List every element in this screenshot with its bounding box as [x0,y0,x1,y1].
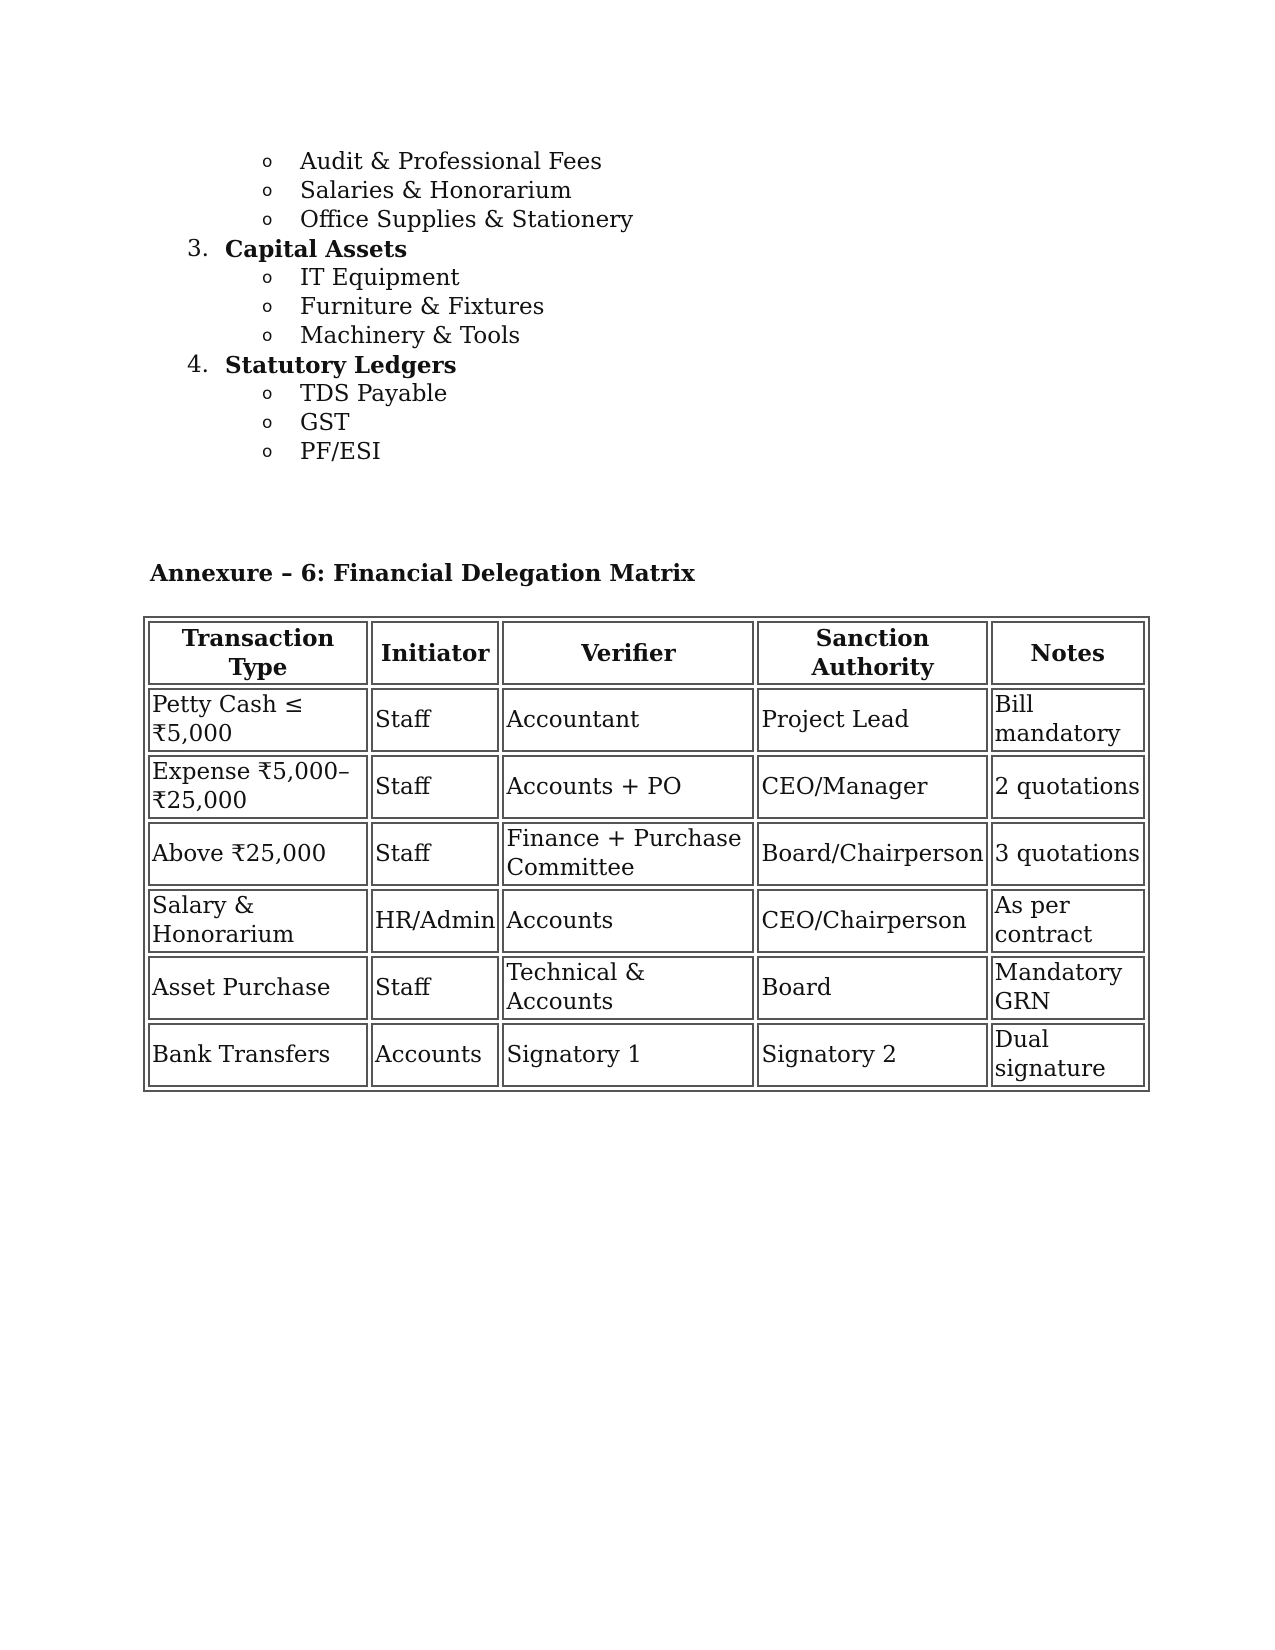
table-cell: Accounts [371,1023,499,1087]
list-item-label: Salaries & Honorarium [300,178,572,204]
list-item [0,409,447,438]
column-header-notes: Notes [991,621,1145,685]
table-cell: HR/Admin [371,889,499,953]
list-item [0,206,633,235]
table-cell: 3 quotations [991,822,1145,886]
section-heading: Capital Assets [225,236,408,263]
bullet-icon: o [262,152,273,172]
table-row [148,889,1145,953]
table-cell: Asset Purchase [148,956,368,1020]
table-cell: Signatory 1 [502,1023,754,1087]
list-item-label: Office Supplies & Stationery [300,207,634,233]
list-item-label: TDS Payable [300,381,448,407]
list-item [0,177,633,206]
table-row [148,822,1145,886]
bullet-icon: o [262,210,273,230]
column-header-transaction-type: Transaction Type [148,621,368,685]
list-item-label: IT Equipment [300,265,460,291]
table-cell: Petty Cash ≤ ₹5,000 [148,688,368,752]
table-cell: Accounts [502,889,754,953]
annexure-title: Annexure – 6: Financial Delegation Matrix [150,560,695,587]
statutory-ledgers-list [0,380,447,467]
table-cell: CEO/Manager [757,755,987,819]
column-header-sanction-authority: Sanction Authority [757,621,987,685]
table-cell: Above ₹25,000 [148,822,368,886]
list-item-label: GST [300,410,350,436]
list-item [0,380,447,409]
bullet-icon: o [262,384,273,404]
list-item [0,148,633,177]
table-cell: Finance + Purchase Committee [502,822,754,886]
table-cell: Bank Transfers [148,1023,368,1087]
table-cell: Project Lead [757,688,987,752]
table-cell: 2 quotations [991,755,1145,819]
table-cell: Accounts + PO [502,755,754,819]
table-cell: CEO/Chairperson [757,889,987,953]
section-number: 3. [187,236,209,262]
table-cell: Dual signature [991,1023,1145,1087]
table-cell: Expense ₹5,000–₹25,000 [148,755,368,819]
column-header-verifier: Verifier [502,621,754,685]
table-header-row [148,621,1145,685]
list-item [0,293,544,322]
table-row [148,755,1145,819]
table-row [148,956,1145,1020]
column-header-initiator: Initiator [371,621,499,685]
table-cell: Staff [371,822,499,886]
table-row [148,688,1145,752]
table-cell: As per contract [991,889,1145,953]
capital-assets-list [0,264,544,351]
list-item [0,438,447,467]
list-item-label: PF/ESI [300,439,381,465]
bullet-icon: o [262,268,273,288]
list-item-label: Audit & Professional Fees [300,149,603,175]
table-cell: Signatory 2 [757,1023,987,1087]
section-heading: Statutory Ledgers [225,352,457,379]
table-cell: Staff [371,956,499,1020]
list-item-label: Furniture & Fixtures [300,294,545,320]
table-cell: Bill mandatory [991,688,1145,752]
table-cell: Staff [371,688,499,752]
bullet-icon: o [262,326,273,346]
expense-subitems-list [0,148,633,235]
table-row [148,1023,1145,1087]
table-cell: Technical & Accounts [502,956,754,1020]
financial-delegation-table [143,616,1150,1092]
section-number: 4. [187,352,209,378]
bullet-icon: o [262,181,273,201]
table-cell: Board [757,956,987,1020]
table-cell: Salary & Honorarium [148,889,368,953]
list-item-label: Machinery & Tools [300,323,521,349]
bullet-icon: o [262,442,273,462]
table-cell: Staff [371,755,499,819]
table-cell: Mandatory GRN [991,956,1145,1020]
bullet-icon: o [262,413,273,433]
list-item [0,264,544,293]
table-cell: Accountant [502,688,754,752]
list-item [0,322,544,351]
table-cell: Board/Chairperson [757,822,987,886]
bullet-icon: o [262,297,273,317]
